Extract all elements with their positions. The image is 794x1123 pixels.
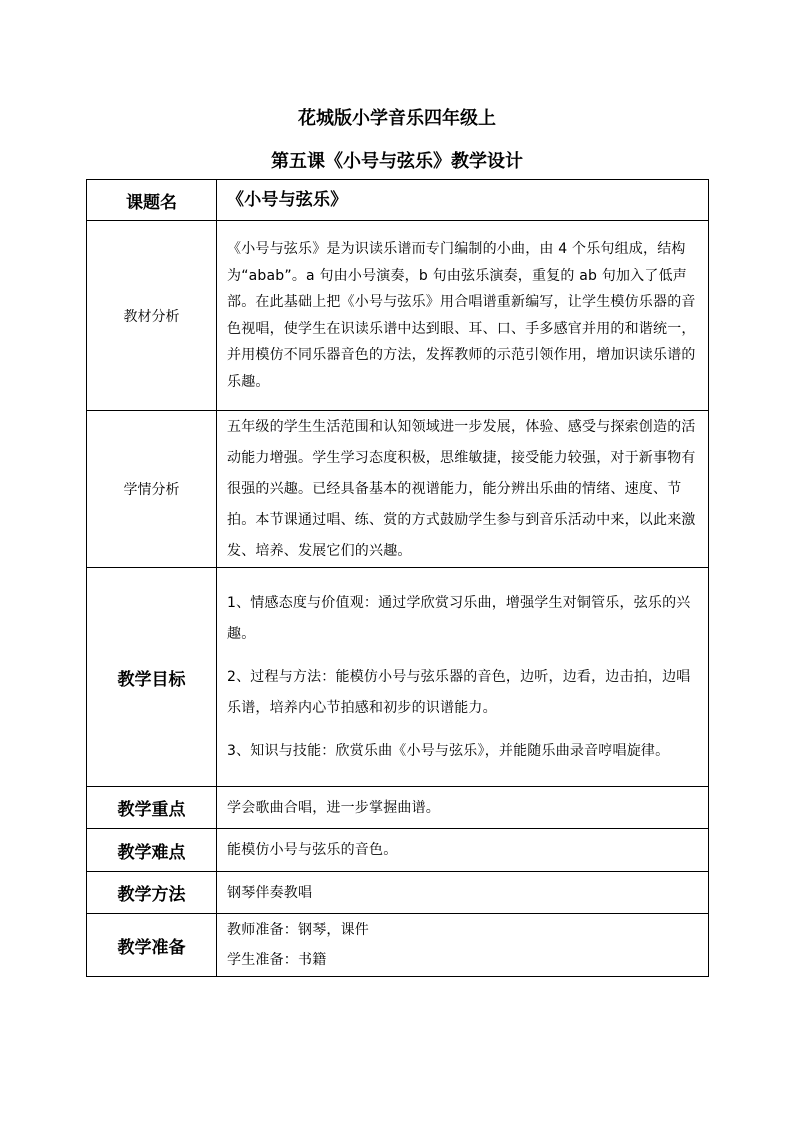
table-row-methods: [87, 872, 709, 914]
material-analysis-label: 教材分析: [87, 221, 217, 411]
document-subtitle: 第五课《小号与弦乐》教学设计: [271, 151, 523, 172]
topic-value: 《小号与弦乐》: [217, 180, 709, 221]
methods-value: 钢琴伴奏教唱: [217, 872, 709, 914]
table-row-goals: [87, 568, 709, 787]
goal-item: 2、过程与方法：能模仿小号与弦乐器的音色，边听，边看，边击拍，边唱乐谱，培养内心节拍感和初步的识谱能力。: [227, 668, 691, 716]
key-points-label: 教学重点: [87, 787, 217, 829]
key-points-value: 学会歌曲合唱，进一步掌握曲谱。: [217, 787, 709, 829]
table-row-topic: [87, 180, 709, 221]
table-row-difficulties: [87, 829, 709, 872]
table-row-student-analysis: [87, 411, 709, 568]
document-title: 花城版小学音乐四年级上: [298, 108, 496, 129]
teacher-preparation: 教师准备：钢琴，课件: [227, 922, 369, 938]
student-analysis-label: 学情分析: [87, 411, 217, 568]
preparation-label: 教学准备: [87, 914, 217, 977]
topic-label: 课题名: [87, 180, 217, 221]
difficulties-label: 教学难点: [87, 829, 217, 872]
student-preparation: 学生准备：书籍: [227, 952, 327, 968]
table-row-key-points: [87, 787, 709, 829]
goal-item: 3、知识与技能：欣赏乐曲《小号与弦乐》，并能随乐曲录音哼唱旋律。: [227, 742, 670, 759]
material-analysis-text: 《小号与弦乐》是为识读乐谱而专门编制的小曲，由 4 个乐句组成，结构为“abab”。a 句由小号演奏，b 句由弦乐演奏，重复的 ab 句加入了低声部。在此基础上把《小号与弦乐》用合唱谱重新编写，让学生模仿乐器的音色视唱，使学生在识读乐谱中达到眼、耳、口、手多感官并用的和谐统一，并用模仿不同乐器音色的方法，发挥教师的示范引领作用，增加识读乐谱的乐趣。: [227, 241, 696, 390]
difficulties-value: 能模仿小号与弦乐的音色。: [217, 829, 709, 872]
table-row-preparation: [87, 914, 709, 977]
goal-item: 1、情感态度与价值观：通过学欣赏习乐曲，增强学生对铜管乐，弦乐的兴趣。: [227, 594, 691, 642]
table-row-material-analysis: [87, 221, 709, 411]
student-analysis-text: 五年级的学生生活范围和认知领域进一步发展，体验、感受与探索创造的活动能力增强。学生学习态度积极，思维敏捷，接受能力较强，对于新事物有很强的兴趣。已经具备基本的视谱能力，能分辨出乐曲的情绪、速度、节拍。本节课通过唱、练、赏的方式鼓励学生参与到音乐活动中来，以此来激发、培养、发展它们的兴趣。: [227, 418, 696, 559]
goals-label: 教学目标: [87, 568, 217, 787]
methods-label: 教学方法: [87, 872, 217, 914]
lesson-plan-table: [86, 179, 709, 977]
